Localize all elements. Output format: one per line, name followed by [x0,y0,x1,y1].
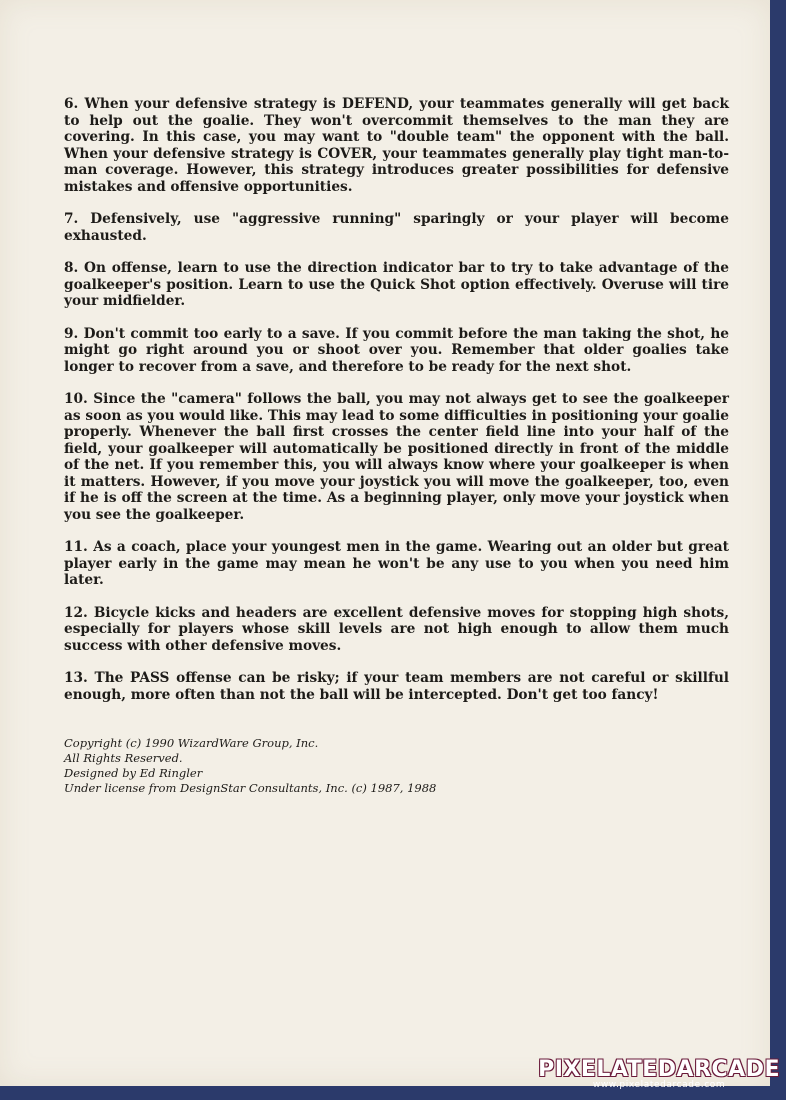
watermark-url: www.pixelatedarcade.com [592,1080,726,1090]
designer-line: Designed by Ed Ringler [64,766,203,780]
credits-block [64,736,436,796]
site-watermark [538,1057,780,1090]
copyright-line: Copyright (c) 1990 WizardWare Group, Inc. [64,736,319,750]
tip-10: 10. Since the "camera" follows the ball, you may not always get to see the goalkeeper as soon as you would like. This may lead to some difficulties in positioning your goalie properly. Whenever the ball first crosses the center field line into your half of the field, your goalkeeper will automatically be positioned directly in front of the middle of the net. If you remember this, you will always know where your goalkeeper is when it matters. However, if you move your joystick you will move the goalkeeper, too, even if he is off the screen at the time. As a beginning player, only move your joystick when you see the goalkeeper. [64,391,729,523]
tip-13: 13. The PASS offense can be risky; if your team members are not careful or skillful enough, more often than not the ball will be intercepted. Don't get too fancy! [64,670,729,703]
tip-8: 8. On offense, learn to use the direction indicator bar to try to take advantage of the goalkeeper's position. Learn to use the Quick Shot option effectively. Overuse will tire your midfielder. [64,260,729,309]
license-line: Under license from DesignStar Consultants, Inc. (c) 1987, 1988 [64,781,437,795]
tip-7: 7. Defensively, use "aggressive running" sparingly or your player will become exhausted. [64,211,729,244]
tip-11: 11. As a coach, place your youngest men in the game. Wearing out an older but great player early in the game may mean he won't be any use to you when you need him later. [64,539,729,588]
tip-12: 12. Bicycle kicks and headers are excellent defensive moves for stopping high shots, especially for players whose skill levels are not high enough to allow them much success with other defensive moves. [64,604,729,654]
rights-line: All Rights Reserved. [64,751,183,765]
tip-9: 9. Don't commit too early to a save. If you commit before the man taking the shot, he might go right around you or shoot over you. Remember that older goalies take longer to recover from a save, and therefore to be ready for the next shot. [64,325,729,375]
tip-6: 6. When your defensive strategy is DEFEND, your teammates generally will get back to help out the goalie. They won't overcommit themselves to the man they are covering. In this case, you may want to "double team" the opponent with the ball. When your defensive strategy is COVER, your teammates generally play tight man-to-man coverage. However, this strategy introduces greater possibilities for defensive mistakes and offensive opportunities. [64,96,729,195]
tips-list [64,96,729,719]
watermark-title: PIXELATEDARCADE [538,1057,780,1082]
